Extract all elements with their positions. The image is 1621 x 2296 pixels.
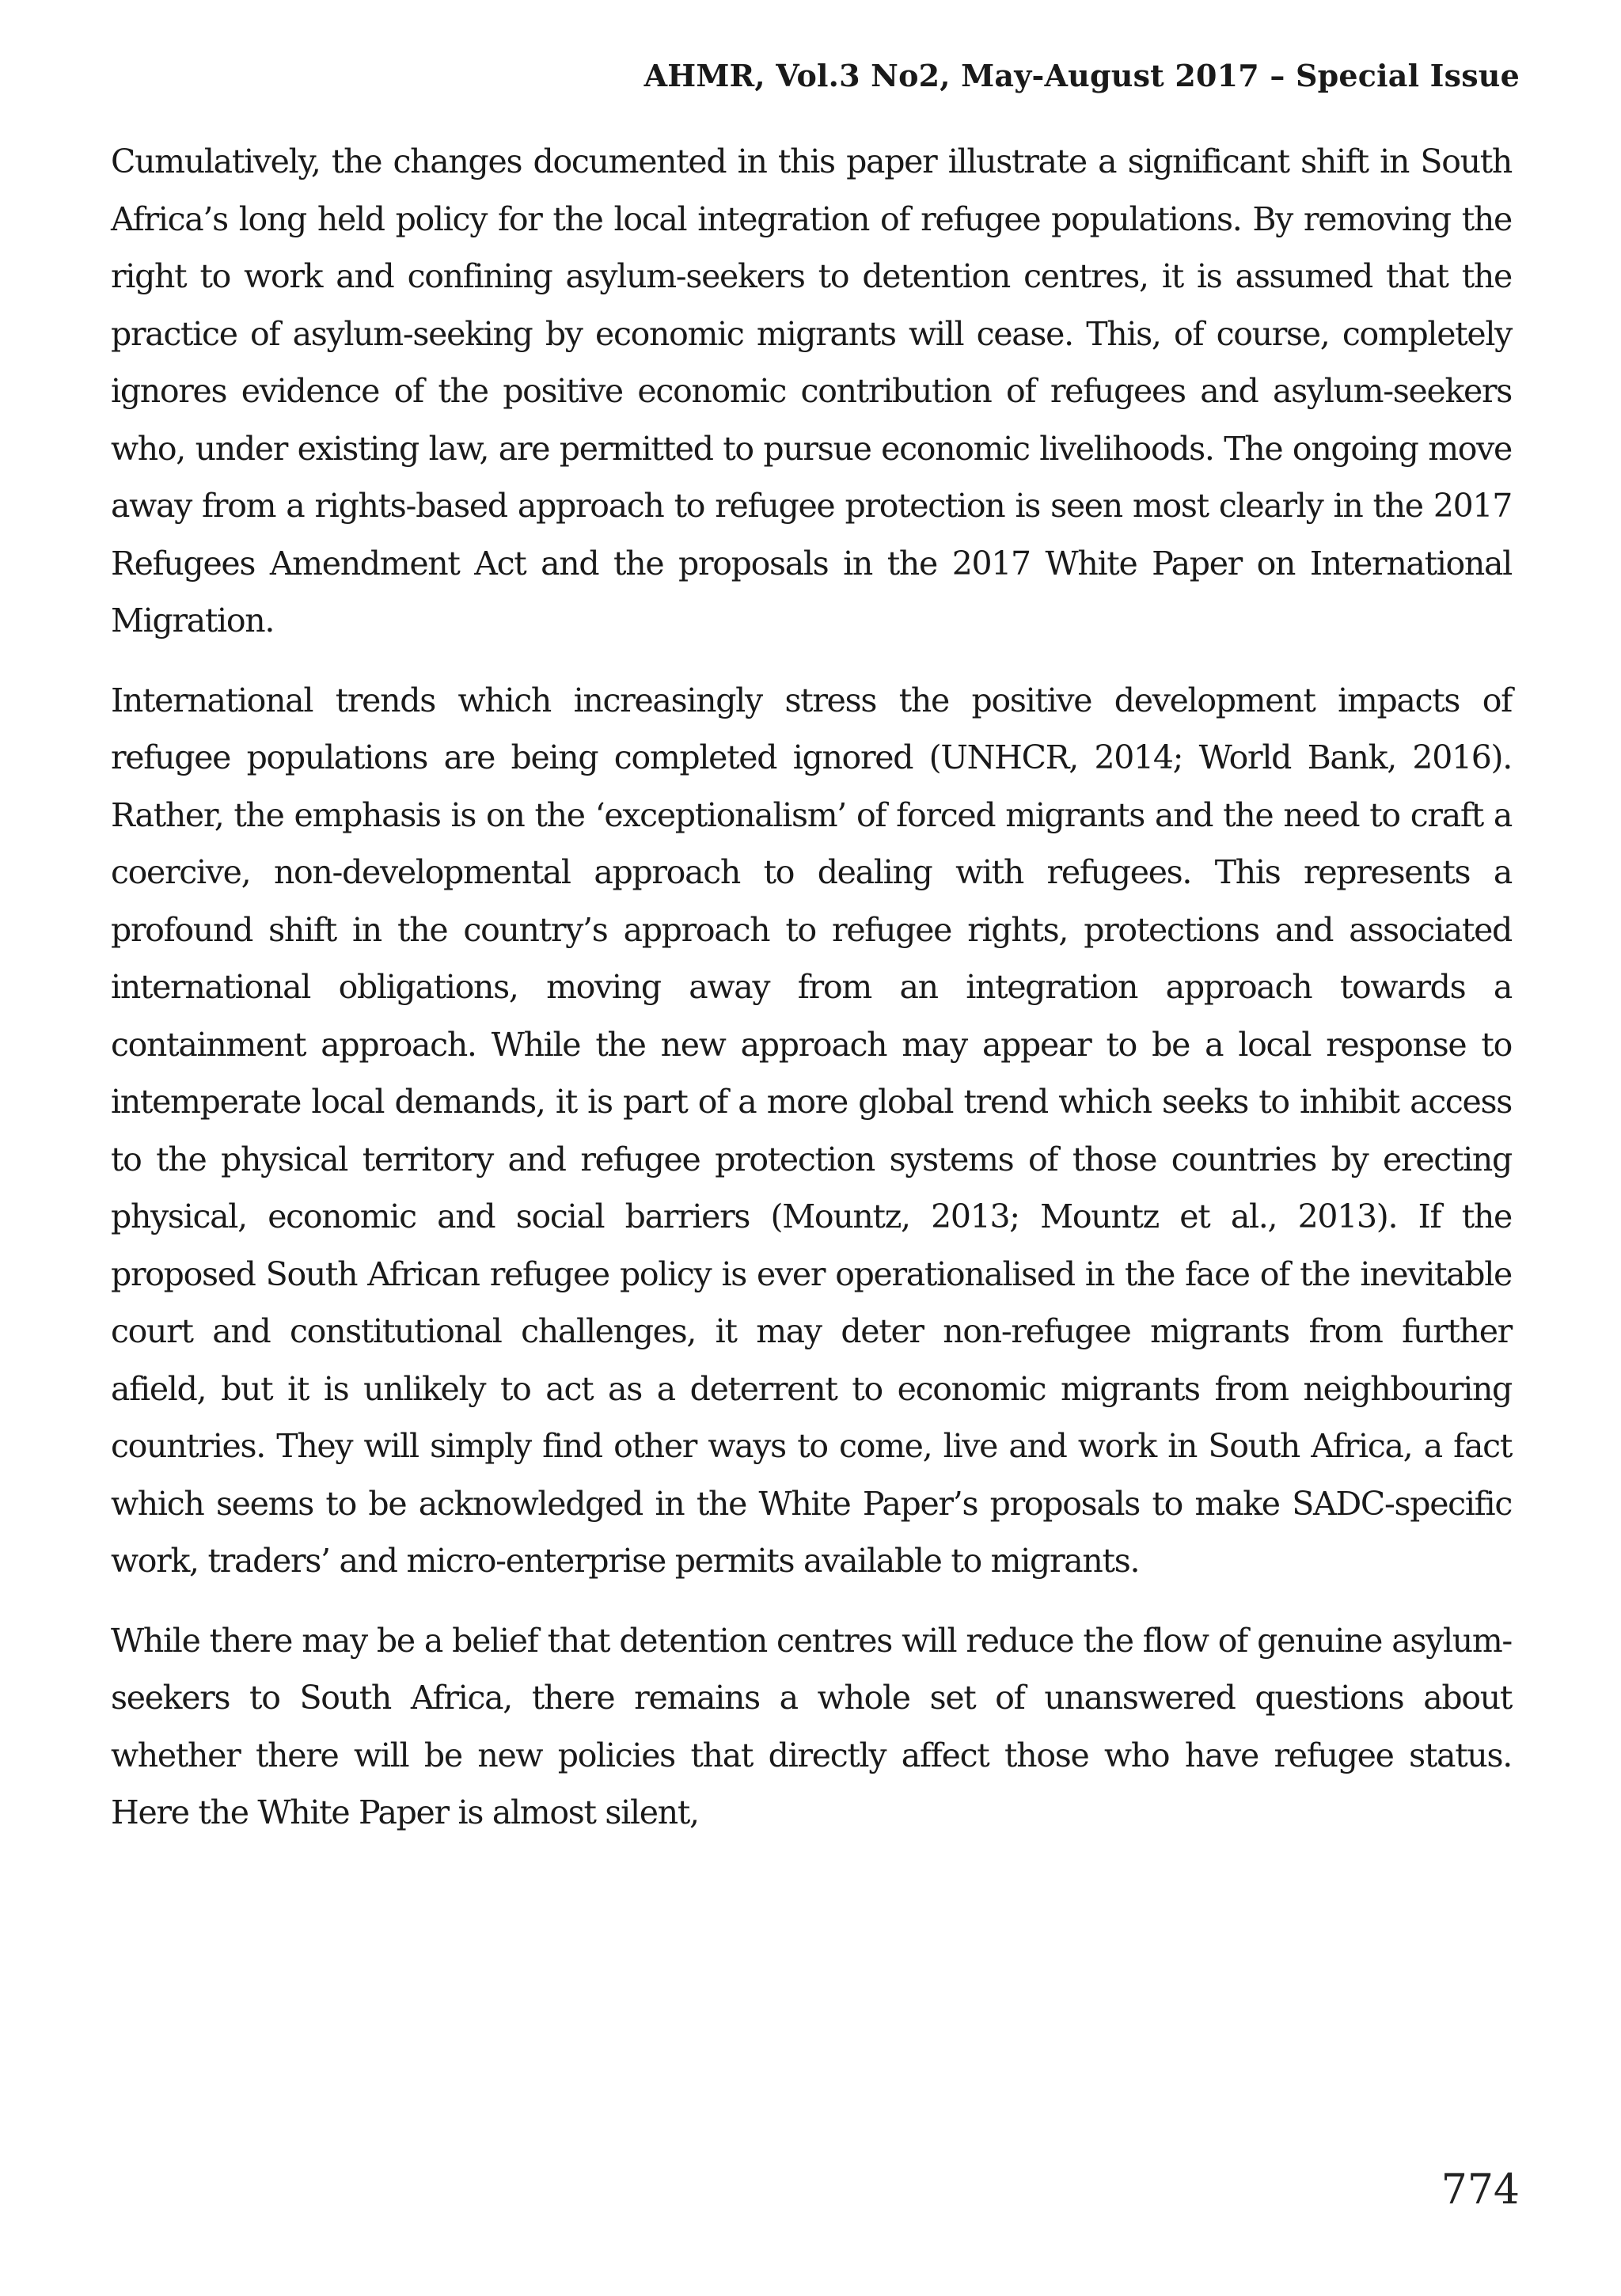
running-header: AHMR, Vol.3 No2, May-August 2017 – Special Issue: [643, 58, 1520, 93]
paragraph-2: International trends which increasingly stress the positive development impacts of refugee populations are being completed ignored (UNHCR, 2014; World Bank, 2016). Rather, the emphasis is on the ‘exceptionalism’ of forced migrants and the need to craft a coercive, non-developmental approach to dealing with refugees. This represents a profound shift in the country’s approach to refugee rights, protections and associated international obligations, moving away from an integration approach towards a containment approach. While the new approach may appear to be a local response to intemperate local demands, it is part of a more global trend which seeks to inhibit access to the physical territory and refugee protection systems of those countries by erecting physical, economic and social barriers (Mountz, 2013; Mountz et al., 2013). If the proposed South African refugee policy is ever operationalised in the face of the inevitable court and constitutional challenges, it may deter non-refugee migrants from further afield, but it is unlikely to act as a deterrent to economic migrants from neighbouring countries. They will simply find other ways to come, live and work in South Africa, a fact which seems to be acknowledged in the White Paper’s proposals to make SADC-specific work, traders’ and micro-enterprise permits available to migrants.: [111, 681, 1512, 1580]
paragraph-3: While there may be a belief that detention centres will reduce the flow of genuine asylum-seekers to South Africa, there remains a whole set of unanswered questions about whether there will be new policies that directly affect those who have refugee status. Here the White Paper is almost silent,: [111, 1621, 1512, 1831]
body-text: [111, 133, 1512, 1864]
page-number: 774: [1441, 2166, 1520, 2214]
paragraph-1: Cumulatively, the changes documented in this paper illustrate a significant shift in South Africa’s long held policy for the local integration of refugee populations. By removing the right to work and confining asylum-seekers to detention centres, it is assumed that the practice of asylum-seeking by economic migrants will cease. This, of course, completely ignores evidence of the positive economic contribution of refugees and asylum-seekers who, under existing law, are permitted to pursue economic livelihoods. The ongoing move away from a rights-based approach to refugee protection is seen most clearly in the 2017 Refugees Amendment Act and the proposals in the 2017 White Paper on International Migration.: [111, 142, 1512, 639]
